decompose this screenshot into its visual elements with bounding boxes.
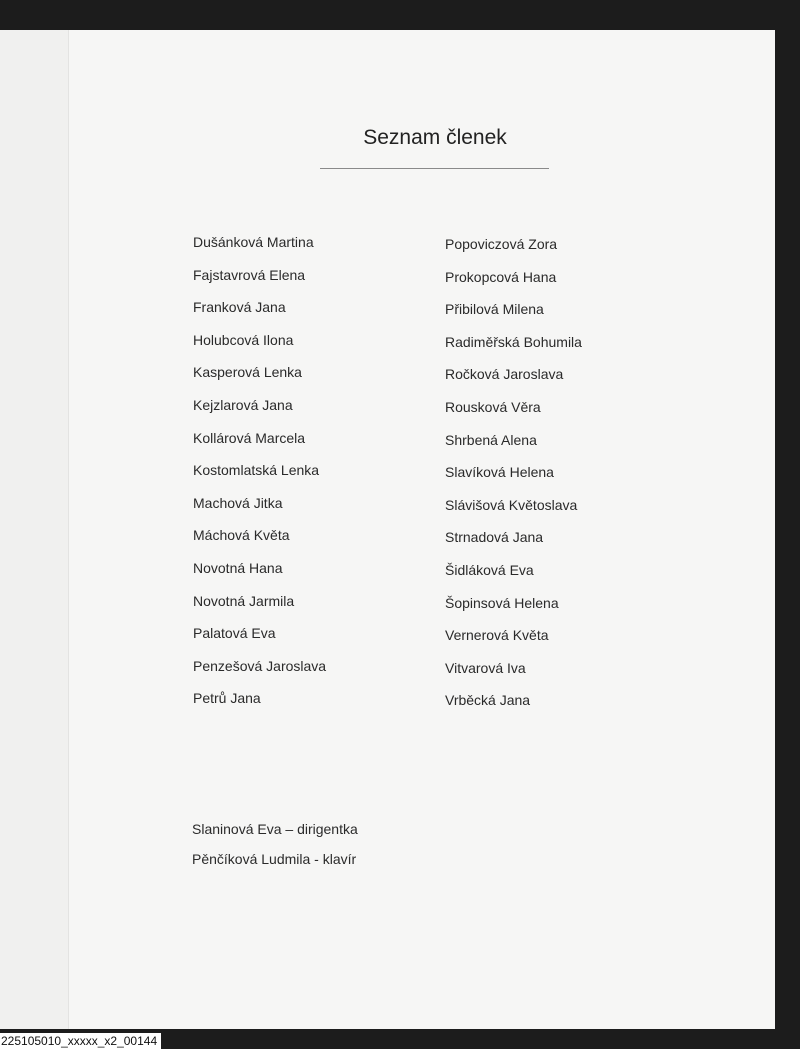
member-name: Kejzlarová Jana <box>193 396 293 413</box>
member-name: Franková Jana <box>193 299 286 316</box>
member-name: Vitvarová Iva <box>445 659 526 676</box>
member-name: Máchová Květa <box>193 527 290 544</box>
paper-sheet <box>0 30 775 1029</box>
member-name: Radiměřská Bohumila <box>445 333 582 350</box>
member-name: Novotná Hana <box>193 559 283 576</box>
member-name: Kollárová Marcela <box>193 429 306 446</box>
members-list-left <box>193 234 326 723</box>
member-name: Penzešová Jaroslava <box>193 657 327 674</box>
member-name: Kostomlatská Lenka <box>193 462 320 479</box>
member-name: Fajstavrová Elena <box>193 266 306 283</box>
member-name: Popoviczová Zora <box>445 236 558 252</box>
paper-fold-strip <box>0 30 69 1029</box>
member-name: Prokopcová Hana <box>445 268 557 285</box>
member-name: Rousková Věra <box>445 398 541 415</box>
staff-list <box>192 821 358 881</box>
member-name: Novotná Jarmila <box>193 592 295 609</box>
member-name: Vernerová Květa <box>445 627 549 644</box>
member-name: Dušánková Martina <box>193 234 314 250</box>
page-title: Seznam členek <box>363 126 507 149</box>
title-underline <box>320 168 549 169</box>
member-name: Shrbená Alena <box>445 431 537 448</box>
members-list-right <box>445 236 582 725</box>
member-name: Přibilová Milena <box>445 301 544 318</box>
member-name: Slávišová Květoslava <box>445 496 578 513</box>
member-name: Strnadová Jana <box>445 529 544 546</box>
member-name: Holubcová Ilona <box>193 331 294 348</box>
member-name: Šidláková Eva <box>445 561 534 578</box>
member-name: Kasperová Lenka <box>193 364 302 381</box>
archive-code-label: 225105010_xxxxx_x2_00144 <box>0 1033 161 1049</box>
member-name: Petrů Jana <box>193 690 261 707</box>
conductor-line: Slaninová Eva – dirigentka <box>192 821 358 837</box>
member-name: Vrběcká Jana <box>445 692 531 709</box>
member-name: Šopinsová Helena <box>445 594 559 611</box>
member-name: Ročková Jaroslava <box>445 366 564 383</box>
member-name: Palatová Eva <box>193 625 276 642</box>
pianist-line: Pěnčíková Ludmila - klavír <box>192 851 357 867</box>
member-name: Slavíková Helena <box>445 464 554 481</box>
member-name: Machová Jitka <box>193 494 283 511</box>
